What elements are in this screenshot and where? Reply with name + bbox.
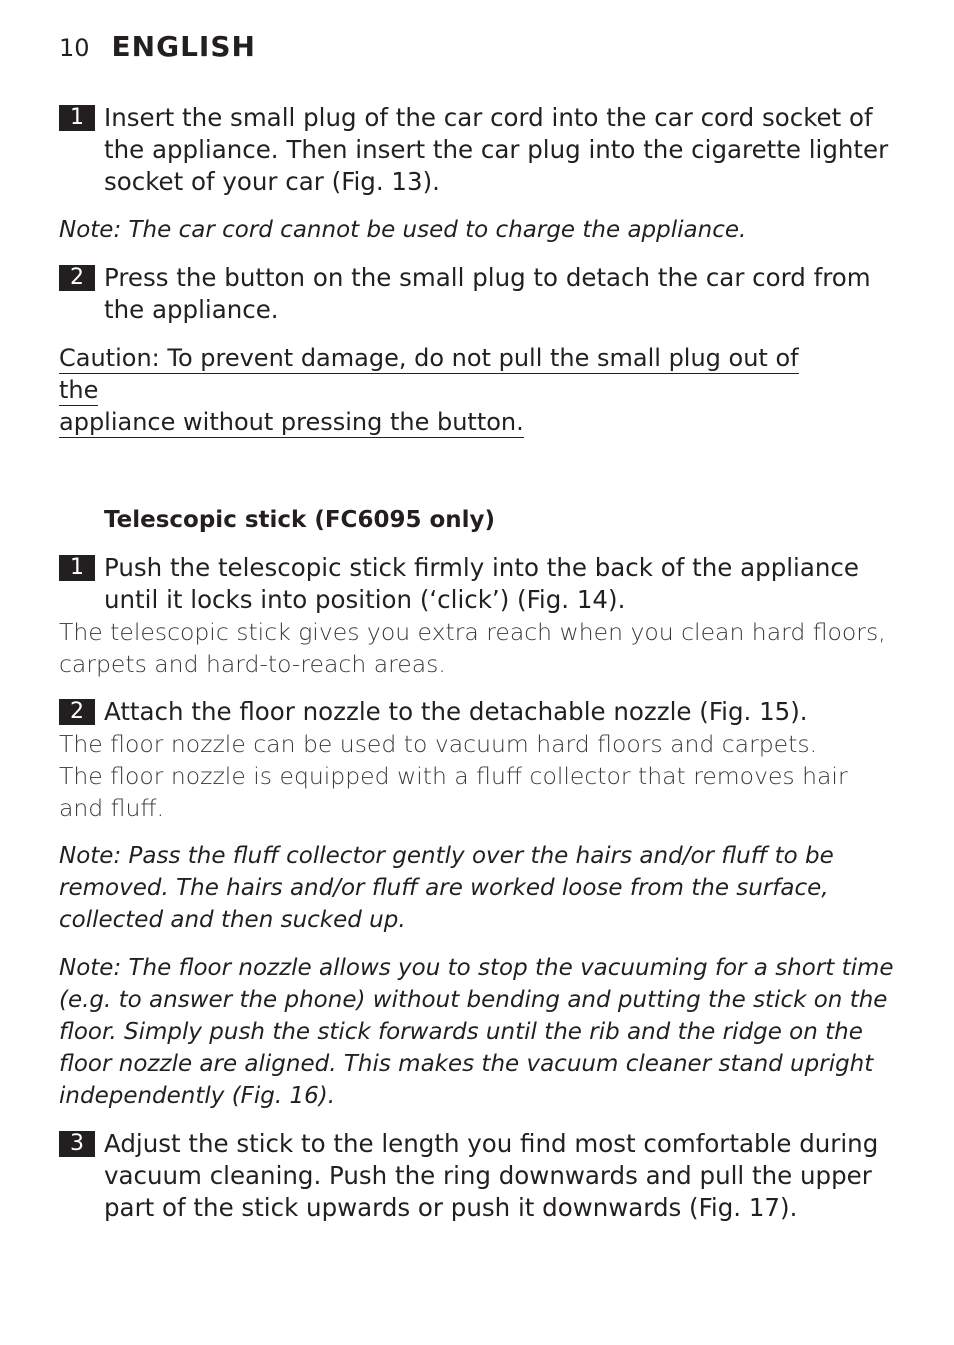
page-number: 10 (59, 34, 90, 62)
step-insert-car-cord (59, 102, 899, 198)
manual-page (59, 30, 899, 1224)
section-heading-telescopic-stick: Telescopic stick (FC6095 only) (104, 507, 496, 533)
caution-line-1: Caution: To prevent damage, do not pull the small plug out of the (59, 344, 799, 404)
step-text: Attach the floor nozzle to the detachable nozzle (Fig. 15). (104, 697, 808, 726)
note-floor-nozzle-upright: Note: The floor nozzle allows you to stop the vacuuming for a short time (e.g. to answer the phone) without bending and putting the stick on the floor. Simply push the stick forwards until the rib and the ridge on the floor nozzle are aligned. This makes the vacuum cleaner stand upright independently (Fig. 16). (59, 955, 894, 1109)
step-adjust-stick-length (59, 1128, 899, 1224)
info-text-extra-reach: The telescopic stick gives you extra reach when you clean hard floors, carpets and hard-to-reach areas. (59, 618, 886, 678)
note-car-cord: Note: The car cord cannot be used to charge the appliance. (59, 217, 747, 243)
step-number-badge: 2 (59, 699, 95, 725)
step-number-badge: 3 (59, 1131, 95, 1157)
page-header (59, 30, 899, 76)
info-text-floor-nozzle-use: The floor nozzle can be used to vacuum hard floors and carpets. (59, 730, 818, 758)
step-attach-floor-nozzle (59, 696, 899, 728)
step-text: Adjust the stick to the length you find most comfortable during vacuum cleaning. Push the ring downwards and pull the upper part of the stick upwards or push it downwards (Fig. 17). (104, 1129, 879, 1222)
info-text-fluff-collector: The floor nozzle is equipped with a fluff collector that removes hair and fluff. (59, 762, 848, 822)
step-number-badge: 1 (59, 555, 95, 581)
step-text: Push the telescopic stick firmly into the back of the appliance until it locks into position (‘click’) (Fig. 14). (104, 553, 859, 614)
note-fluff-collector: Note: Pass the fluff collector gently over the hairs and/or fluff to be removed. The hairs and/or fluff are worked loose from the surface, collected and then sucked up. (59, 843, 834, 933)
step-detach-car-cord (59, 262, 899, 326)
step-number-badge: 2 (59, 265, 95, 291)
step-push-telescopic-stick (59, 552, 899, 616)
step-number-badge: 1 (59, 105, 95, 131)
step-text: Insert the small plug of the car cord into the car cord socket of the appliance. Then insert the car plug into the cigarette lighter socket of your car (Fig. 13). (104, 103, 889, 196)
page-language-title: ENGLISH (111, 30, 256, 63)
step-text: Press the button on the small plug to detach the car cord from the appliance. (104, 263, 871, 324)
caution-line-2: appliance without pressing the button. (59, 408, 524, 436)
caution-text (59, 342, 821, 438)
